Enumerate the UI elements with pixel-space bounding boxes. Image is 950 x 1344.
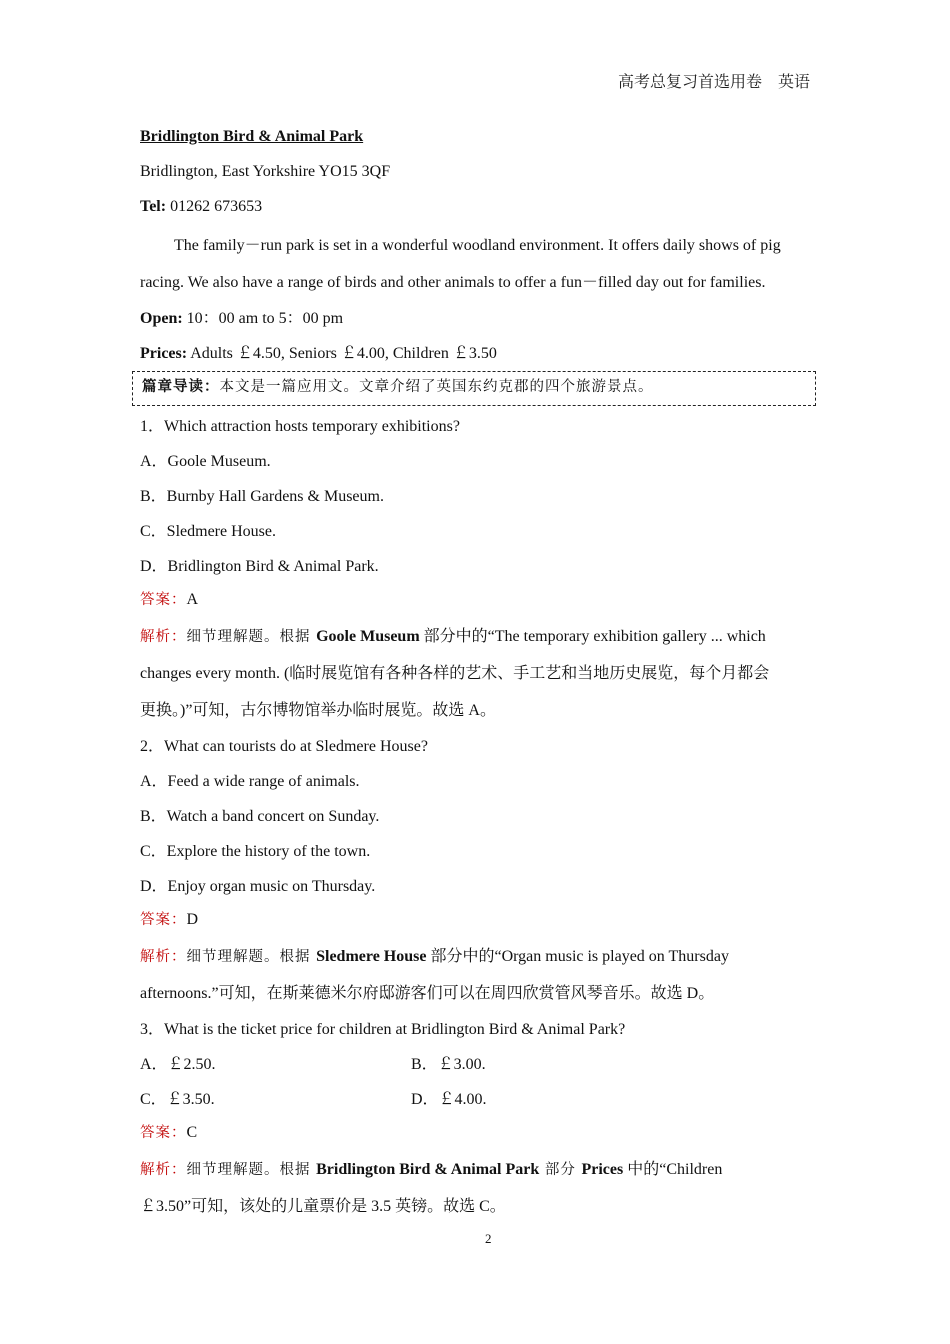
q2-analysis-line-2: afternoons.”可知，在斯莱德米尔府邸游客们可以在周四欣赏管风琴音乐。故选 D。	[140, 985, 715, 1002]
q3-option-c: C．￡3.50.	[140, 1091, 215, 1108]
answer-label: 答案：	[140, 1125, 187, 1141]
park-tel	[140, 198, 262, 216]
analysis-label: 解析：	[140, 629, 187, 645]
q2-option-a: A．Feed a wide range of animals.	[140, 773, 360, 790]
q3-analysis-line-2: ￡3.50”可知，该处的儿童票价是 3.5 英镑。故选 C。	[140, 1198, 506, 1215]
q3-question: 3．What is the ticket price for children at Bridlington Bird & Animal Park?	[140, 1021, 626, 1038]
page-number: 2	[485, 1231, 492, 1246]
q1-option-a: A．Goole Museum.	[140, 453, 271, 470]
q1-option-c: C．Sledmere House.	[140, 523, 276, 540]
q2-analysis-quote: 部分中的“Organ music is played on Thursday	[426, 948, 729, 965]
q3-option-d: D．￡4.00.	[411, 1091, 487, 1108]
prices-value: Adults ￡4.50, Seniors ￡4.00, Children ￡3.50	[190, 345, 497, 362]
q1-analysis-quote: 部分中的“The temporary exhibition gallery ... which	[419, 628, 766, 645]
open-label: Open:	[140, 310, 183, 327]
q2-option-c: C．Explore the history of the town.	[140, 843, 371, 860]
park-prices	[140, 340, 497, 363]
park-address: Bridlington, East Yorkshire YO15 3QF	[140, 163, 391, 180]
q1-answer-value: A	[186, 591, 199, 608]
open-value: 10：00 am to 5：00 pm	[186, 310, 344, 327]
q3-analysis-quote: 中的“Children	[623, 1161, 723, 1178]
q1-analysis-bold: Goole Museum	[316, 628, 420, 645]
answer-label: 答案：	[140, 592, 187, 608]
q1-option-b: B．Burnby Hall Gardens & Museum.	[140, 488, 384, 505]
q2-analysis-line-1	[140, 943, 729, 966]
guide-label: 篇章导读：	[142, 378, 220, 395]
q1-analysis-line-2: changes every month. (临时展览馆有各种各样的艺术、手工艺和当地历史展览，每个月都会	[140, 665, 770, 682]
q1-question: 1．Which attraction hosts temporary exhibitions?	[140, 418, 460, 435]
tel-value: 01262 673653	[170, 198, 263, 215]
analysis-label: 解析：	[140, 949, 187, 965]
park-title: Bridlington Bird & Animal Park	[140, 128, 364, 145]
q3-answer	[140, 1121, 197, 1142]
q3-analysis-part: 部分	[539, 1162, 582, 1178]
q2-analysis-text: 细节理解题。根据	[186, 949, 317, 965]
park-description-line-1: The family－run park is set in a wonderful woodland environment. It offers daily shows of pig	[174, 237, 781, 254]
q3-analysis-bold: Bridlington Bird & Animal Park	[316, 1161, 540, 1178]
prices-label: Prices:	[140, 345, 188, 362]
q1-option-d: D．Bridlington Bird & Animal Park.	[140, 558, 379, 575]
q1-answer	[140, 588, 198, 609]
q2-question: 2．What can tourists do at Sledmere House?	[140, 738, 428, 755]
q3-answer-value: C	[186, 1124, 198, 1141]
q2-answer-value: D	[186, 911, 199, 928]
q3-option-a: A．￡2.50.	[140, 1056, 216, 1073]
q2-answer	[140, 908, 198, 929]
q3-analysis-prices: Prices	[581, 1161, 624, 1178]
q3-option-b: B．￡3.00.	[411, 1056, 486, 1073]
guide-text: 本文是一篇应用文。文章介绍了英国东约克郡的四个旅游景点。	[219, 379, 654, 395]
q1-analysis-line-3: 更换。)”可知，古尔博物馆举办临时展览。故选 A。	[140, 702, 496, 719]
answer-label: 答案：	[140, 912, 187, 928]
reading-guide-box	[132, 371, 816, 406]
park-open-hours	[140, 305, 343, 328]
park-description-line-2: racing. We also have a range of birds and other animals to offer a fun－filled day out for families.	[140, 274, 766, 291]
q1-analysis-line-1	[140, 623, 766, 646]
q1-analysis-text: 细节理解题。根据	[186, 629, 317, 645]
q2-analysis-bold: Sledmere House	[316, 948, 427, 965]
tel-label: Tel:	[140, 198, 167, 215]
q3-analysis-line-1	[140, 1156, 722, 1179]
analysis-label: 解析：	[140, 1162, 187, 1178]
page-header: 高考总复习首选用卷 英语	[617, 74, 810, 91]
q2-option-d: D．Enjoy organ music on Thursday.	[140, 878, 376, 895]
q3-analysis-text: 细节理解题。根据	[186, 1162, 317, 1178]
q2-option-b: B．Watch a band concert on Sunday.	[140, 808, 380, 825]
